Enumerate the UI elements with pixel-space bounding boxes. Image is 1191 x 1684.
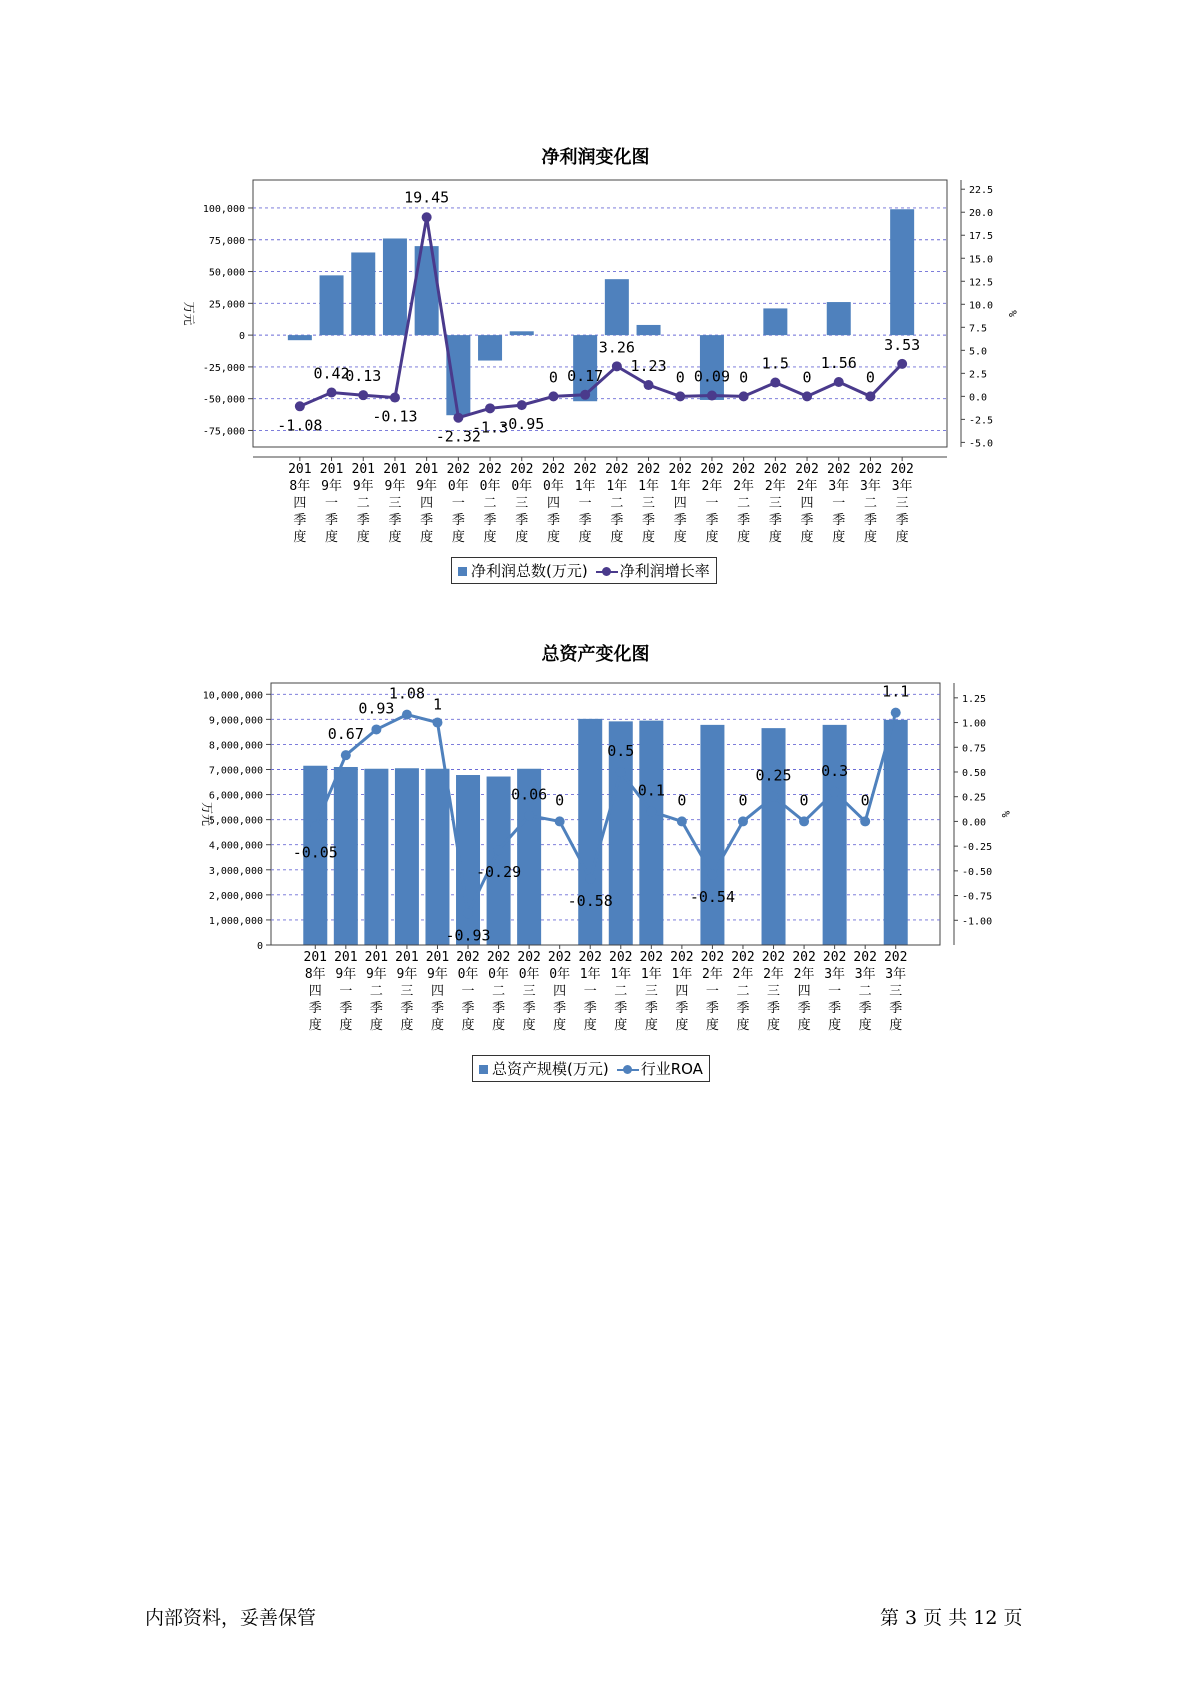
y2-tick-label: 7.5 <box>969 323 988 335</box>
line-point-label: 0.06 <box>511 785 548 804</box>
y2-tick-label: 12.5 <box>969 277 994 289</box>
line-point-label: -0.58 <box>567 891 613 910</box>
line-point <box>865 391 875 401</box>
line-point-label: -0.05 <box>292 843 338 862</box>
bar <box>763 308 787 335</box>
x-tick-label: 202 0年四季度 <box>541 462 566 545</box>
x-tick-label: 202 3年一季度 <box>827 462 851 545</box>
line-point-label: 1.23 <box>630 357 667 376</box>
line-point <box>295 401 305 411</box>
x-tick-label: 202 1年三季度 <box>639 950 664 1033</box>
y2-tick-label: -0.75 <box>962 891 993 903</box>
bar <box>762 728 786 945</box>
bar <box>478 335 502 360</box>
bar <box>827 302 851 335</box>
line-point-label: 3.53 <box>884 335 921 354</box>
line-point <box>327 387 337 397</box>
y2-tick-label: 15.0 <box>969 254 994 266</box>
line-point <box>707 870 717 880</box>
line-point <box>739 391 749 401</box>
y2-tick-label: 22.5 <box>969 185 994 197</box>
line-point-label: 0.3 <box>821 761 849 780</box>
x-tick-label: 202 1年四季度 <box>670 950 694 1033</box>
line-point <box>830 787 840 797</box>
line-point-label: 1 <box>432 695 442 714</box>
y2-axis-label: % <box>1006 310 1019 317</box>
line-point-label: -1.08 <box>277 416 323 435</box>
chart2-title: 总资产变化图 <box>541 644 650 665</box>
bar <box>578 719 602 945</box>
y2-tick-label: 5.0 <box>969 346 988 358</box>
line-point-label: 3.26 <box>598 338 635 357</box>
x-tick-label: 202 1年一季度 <box>573 462 597 545</box>
bar <box>383 238 407 335</box>
x-tick-label: 202 2年四季度 <box>792 950 816 1033</box>
footer-page-number: 第 3 页 共 12 页 <box>880 1607 1023 1629</box>
bar <box>605 279 629 335</box>
legend-item-net-profit-growth: 净利润增长率 <box>619 562 710 580</box>
bar <box>446 335 470 415</box>
bar <box>510 331 534 335</box>
y2-axis-label: % <box>999 810 1012 818</box>
y2-tick-label: 17.5 <box>969 231 994 243</box>
line-point-label: 0 <box>738 791 748 810</box>
line-point <box>402 710 412 720</box>
y-tick-label: 9,000,000 <box>208 715 263 727</box>
y2-tick-label: -0.25 <box>962 842 993 854</box>
line-point-label: 1.5 <box>761 354 789 373</box>
y2-tick-label: -5.0 <box>969 438 994 450</box>
x-tick-label: 201 9年一季度 <box>319 462 344 545</box>
line-point <box>891 708 901 718</box>
line-point <box>738 816 748 826</box>
line-point-label: 0 <box>555 791 565 810</box>
line-point-label: 0.67 <box>327 725 364 744</box>
y-tick-label: 75,000 <box>208 235 245 247</box>
line-point-label: -0.13 <box>372 407 418 426</box>
y-tick-label: 8,000,000 <box>208 740 263 752</box>
line-point-label: -0.93 <box>445 926 491 945</box>
x-tick-label: 202 3年二季度 <box>858 462 883 545</box>
line-point-label: 0 <box>739 368 749 387</box>
y-tick-label: -75,000 <box>202 426 245 438</box>
y-tick-label: 1,000,000 <box>208 915 263 927</box>
line-point <box>453 413 463 423</box>
x-tick-label: 202 1年二季度 <box>605 462 629 545</box>
y-tick-label: 25,000 <box>208 299 245 311</box>
line-point-label: 1.1 <box>882 682 910 701</box>
y-axis-label: 万元 <box>200 801 214 827</box>
x-tick-label: 202 1年一季度 <box>578 950 602 1033</box>
line-point-label: -0.54 <box>689 887 736 906</box>
bar-legend-swatch <box>458 567 467 576</box>
x-tick-label: 202 2年三季度 <box>761 950 786 1033</box>
chart2-legend <box>472 1055 710 1082</box>
footer-confidential-note: 内部资料，妥善保管 <box>145 1607 317 1629</box>
line-point-label: 0.25 <box>755 766 792 785</box>
line-point-label: 0.17 <box>567 366 604 385</box>
x-tick-label: 201 8年四季度 <box>288 462 312 545</box>
y2-tick-label: 1.00 <box>962 718 987 730</box>
line-point <box>580 390 590 400</box>
y-tick-label: 0 <box>256 941 263 952</box>
line-point <box>358 390 368 400</box>
y-tick-label: 2,000,000 <box>208 890 263 902</box>
line-point <box>524 810 534 820</box>
y2-tick-label: -1.00 <box>962 916 993 928</box>
y2-tick-label: 10.0 <box>969 300 994 312</box>
x-tick-label: 201 9年一季度 <box>334 950 358 1033</box>
line-point <box>834 377 844 387</box>
bar <box>425 769 449 945</box>
line-point <box>341 750 351 760</box>
x-tick-label: 202 2年一季度 <box>700 462 724 545</box>
legend-item-total-assets: 总资产规模(万元) <box>492 1060 609 1078</box>
y-tick-label: -50,000 <box>202 394 245 406</box>
y-tick-label: 3,000,000 <box>208 865 263 877</box>
line-point-label: -2.32 <box>435 427 481 446</box>
x-tick-label: 202 3年三季度 <box>890 462 914 545</box>
bar <box>320 275 344 335</box>
chart1-legend <box>451 557 717 584</box>
line-point <box>585 874 595 884</box>
line-point-label: 19.45 <box>404 188 450 207</box>
y2-tick-label: 0.50 <box>962 767 987 779</box>
line-point-label: 0.09 <box>693 367 731 386</box>
x-tick-label: 202 0年三季度 <box>517 950 541 1033</box>
line-point <box>770 378 780 388</box>
y-tick-label: 4,000,000 <box>208 840 263 852</box>
line-point <box>371 724 381 734</box>
y-tick-label: 6,000,000 <box>208 790 263 802</box>
bar-legend-swatch <box>479 1065 488 1074</box>
y-tick-label: 7,000,000 <box>208 765 263 777</box>
line-point <box>646 807 656 817</box>
line-point <box>390 393 400 403</box>
x-tick-label: 202 0年一季度 <box>456 950 480 1033</box>
bar <box>639 721 663 945</box>
bar <box>700 725 724 945</box>
y-tick-label: 100,000 <box>202 203 245 215</box>
bar <box>890 209 914 335</box>
y2-tick-label: 2.5 <box>969 369 988 381</box>
y2-tick-label: 20.0 <box>969 208 994 220</box>
line-point <box>555 816 565 826</box>
line-point <box>860 816 870 826</box>
line-legend-swatch <box>617 1065 639 1075</box>
y-axis-label: 万元 <box>182 301 196 326</box>
x-tick-label: 202 3年二季度 <box>853 950 877 1033</box>
x-tick-label: 202 0年三季度 <box>510 462 534 545</box>
y2-tick-label: -2.5 <box>969 415 994 427</box>
legend-item-net-profit: 净利润总数(万元) <box>471 562 588 580</box>
line-point-label: 0 <box>860 791 870 810</box>
x-tick-label: 202 0年四季度 <box>547 950 572 1033</box>
y2-tick-label: -0.50 <box>962 866 993 878</box>
line-point <box>616 767 626 777</box>
x-tick-label: 202 0年一季度 <box>446 462 471 545</box>
x-tick-label: 201 8年四季度 <box>303 950 328 1033</box>
line-point-label: -1.3 <box>471 418 509 437</box>
line-point-label: 0.1 <box>637 781 665 800</box>
line-point <box>612 361 622 371</box>
line-point <box>494 845 504 855</box>
line-point <box>310 821 320 831</box>
line-point <box>799 816 809 826</box>
x-tick-label: 202 2年一季度 <box>700 950 725 1033</box>
y-tick-label: 5,000,000 <box>208 815 263 827</box>
line-point <box>675 391 685 401</box>
y-tick-label: 0 <box>238 331 245 343</box>
x-tick-label: 201 9年三季度 <box>395 950 419 1033</box>
line-point-label: 0.5 <box>607 741 635 760</box>
x-tick-label: 202 2年二季度 <box>731 950 755 1033</box>
line-point-label: 0.13 <box>345 367 382 386</box>
x-tick-label: 202 1年二季度 <box>609 950 633 1033</box>
line-point <box>897 359 907 369</box>
y2-tick-label: 0.0 <box>969 392 988 404</box>
line-point <box>517 400 527 410</box>
bar <box>288 335 312 340</box>
bar <box>395 768 419 945</box>
line-point <box>644 380 654 390</box>
y2-tick-label: 0.00 <box>962 817 987 829</box>
y2-tick-label: 0.75 <box>962 743 987 755</box>
x-tick-label: 202 0年二季度 <box>478 462 502 545</box>
bar <box>364 769 388 945</box>
bar <box>637 325 661 335</box>
x-tick-label: 202 2年二季度 <box>731 462 756 545</box>
line-point-label: 1.08 <box>388 684 425 703</box>
line-point-label: 0.42 <box>313 364 350 383</box>
line-point <box>548 391 558 401</box>
y-tick-label: 50,000 <box>208 267 245 279</box>
line-legend-swatch <box>596 567 618 577</box>
line-point <box>422 212 432 222</box>
x-tick-label: 201 9年二季度 <box>351 462 375 545</box>
chart1-title: 净利润变化图 <box>541 147 650 168</box>
x-tick-label: 202 1年四季度 <box>668 462 692 545</box>
line-point <box>677 816 687 826</box>
line-point-label: 0 <box>677 791 687 810</box>
line-point-label: -0.95 <box>499 415 545 434</box>
x-tick-label: 202 2年四季度 <box>795 462 819 545</box>
x-tick-label: 201 9年二季度 <box>364 950 389 1033</box>
line-point-label: 1.56 <box>820 353 857 372</box>
line-point <box>707 391 717 401</box>
x-tick-label: 202 2年三季度 <box>763 462 788 545</box>
bar <box>351 252 375 335</box>
y2-tick-label: 1.25 <box>962 693 987 705</box>
line-point-label: -0.29 <box>475 863 522 882</box>
x-tick-label: 202 3年三季度 <box>883 950 908 1033</box>
line-point <box>485 403 495 413</box>
line-point-label: 0 <box>802 368 812 387</box>
x-tick-label: 201 9年四季度 <box>414 462 439 545</box>
bar <box>884 720 908 945</box>
x-tick-label: 201 9年四季度 <box>425 950 450 1033</box>
bar <box>487 777 511 945</box>
line-point <box>802 391 812 401</box>
line-point-label: 0 <box>799 791 809 810</box>
x-tick-label: 201 9年三季度 <box>383 462 407 545</box>
line-point-label: 0 <box>548 368 558 387</box>
x-tick-label: 202 0年二季度 <box>486 950 511 1033</box>
line-point-label: 0 <box>865 368 875 387</box>
line-point-label: 0.93 <box>358 699 395 718</box>
x-tick-label: 202 1年三季度 <box>636 462 661 545</box>
line-point <box>463 908 473 918</box>
bar <box>823 725 847 945</box>
line-point-label: 0 <box>675 368 685 387</box>
y-tick-label: -25,000 <box>202 362 245 374</box>
y-tick-label: 10,000,000 <box>202 690 263 702</box>
legend-item-industry-roa: 行业ROA <box>640 1060 703 1078</box>
x-tick-label: 202 3年一季度 <box>822 950 847 1033</box>
total-assets-chart <box>0 667 1191 1087</box>
y2-tick-label: 0.25 <box>962 792 987 804</box>
line-point <box>769 792 779 802</box>
line-point <box>432 718 442 728</box>
